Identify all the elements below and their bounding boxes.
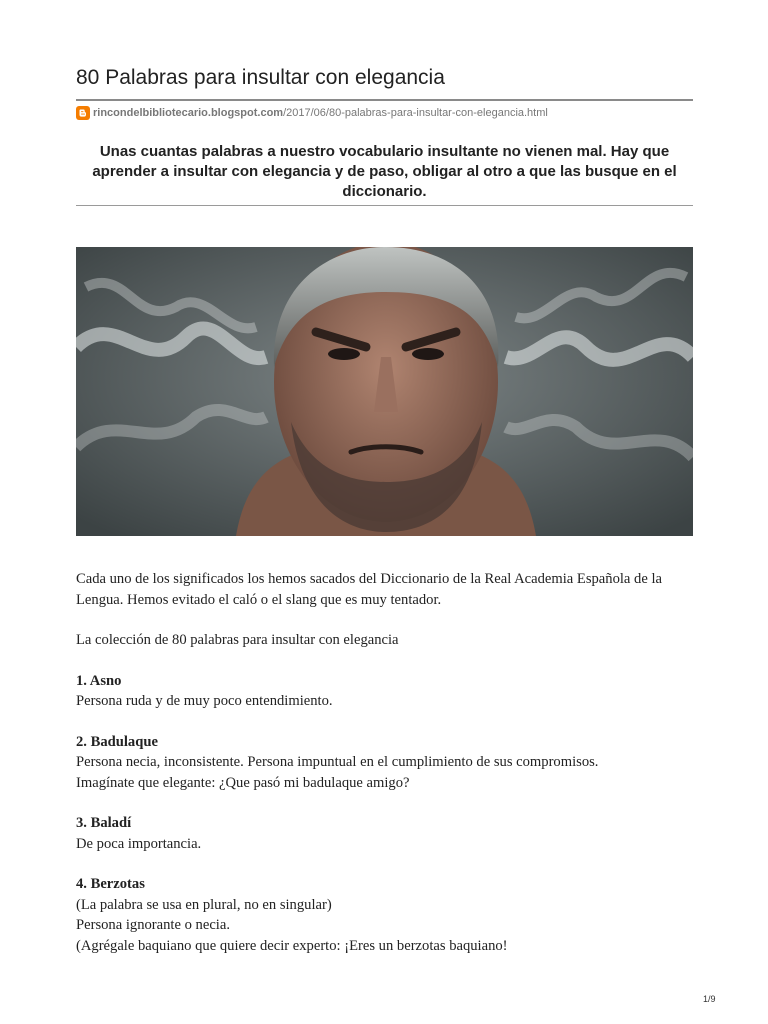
paragraph: La colección de 80 palabras para insultar con elegancia — [76, 632, 399, 648]
paragraph: Cada uno de los significados los hemos sacados del Diccionario de la Real Academia Española de la Lengua. Hemos evitado el caló o el slang que es muy tentador. — [76, 571, 663, 608]
entry-definition: Persona necia, inconsistente. Persona impuntual en el cumplimiento de sus compromisos. — [76, 754, 599, 770]
entry-definition: Persona ignorante o necia. — [76, 917, 230, 933]
entry-definition: De poca importancia. — [76, 835, 202, 852]
article-body — [76, 569, 693, 956]
entry-definition: (Agrégale baquiano que quiere decir experto: ¡Eres un berzotas baquiano! — [76, 937, 508, 954]
entry-definition: Persona ruda y de muy poco entendimiento. — [76, 693, 333, 709]
hero-image — [76, 247, 693, 536]
intro-divider — [76, 205, 693, 206]
intro-summary: Unas cuantas palabras a nuestro vocabulario insultante no vienen mal. Hay que aprender a insultar con elegancia y de paso, obligar al otro a que las busque en el diccionario. — [92, 143, 677, 200]
source-line — [76, 106, 548, 120]
title-divider — [76, 99, 693, 101]
page-title: 80 Palabras para insultar con elegancia — [76, 66, 445, 89]
page-indicator: 1/9 — [703, 994, 716, 1004]
entry-heading: 1. Asno — [76, 672, 122, 689]
source-link-domain[interactable]: rincondelbibliotecario.blogspot.com — [93, 107, 284, 119]
blogger-icon — [76, 106, 90, 120]
entry-definition: (La palabra se usa en plural, no en singular) — [76, 896, 332, 913]
source-link-path[interactable]: /2017/06/80-palabras-para-insultar-con-elegancia.html — [283, 107, 548, 119]
entry-definition: Imagínate que elegante: ¿Que pasó mi badulaque amigo? — [76, 774, 410, 791]
entry-heading: 4. Berzotas — [76, 876, 145, 892]
entry-heading: 3. Baladí — [76, 815, 132, 831]
entry-heading: 2. Badulaque — [76, 733, 158, 750]
